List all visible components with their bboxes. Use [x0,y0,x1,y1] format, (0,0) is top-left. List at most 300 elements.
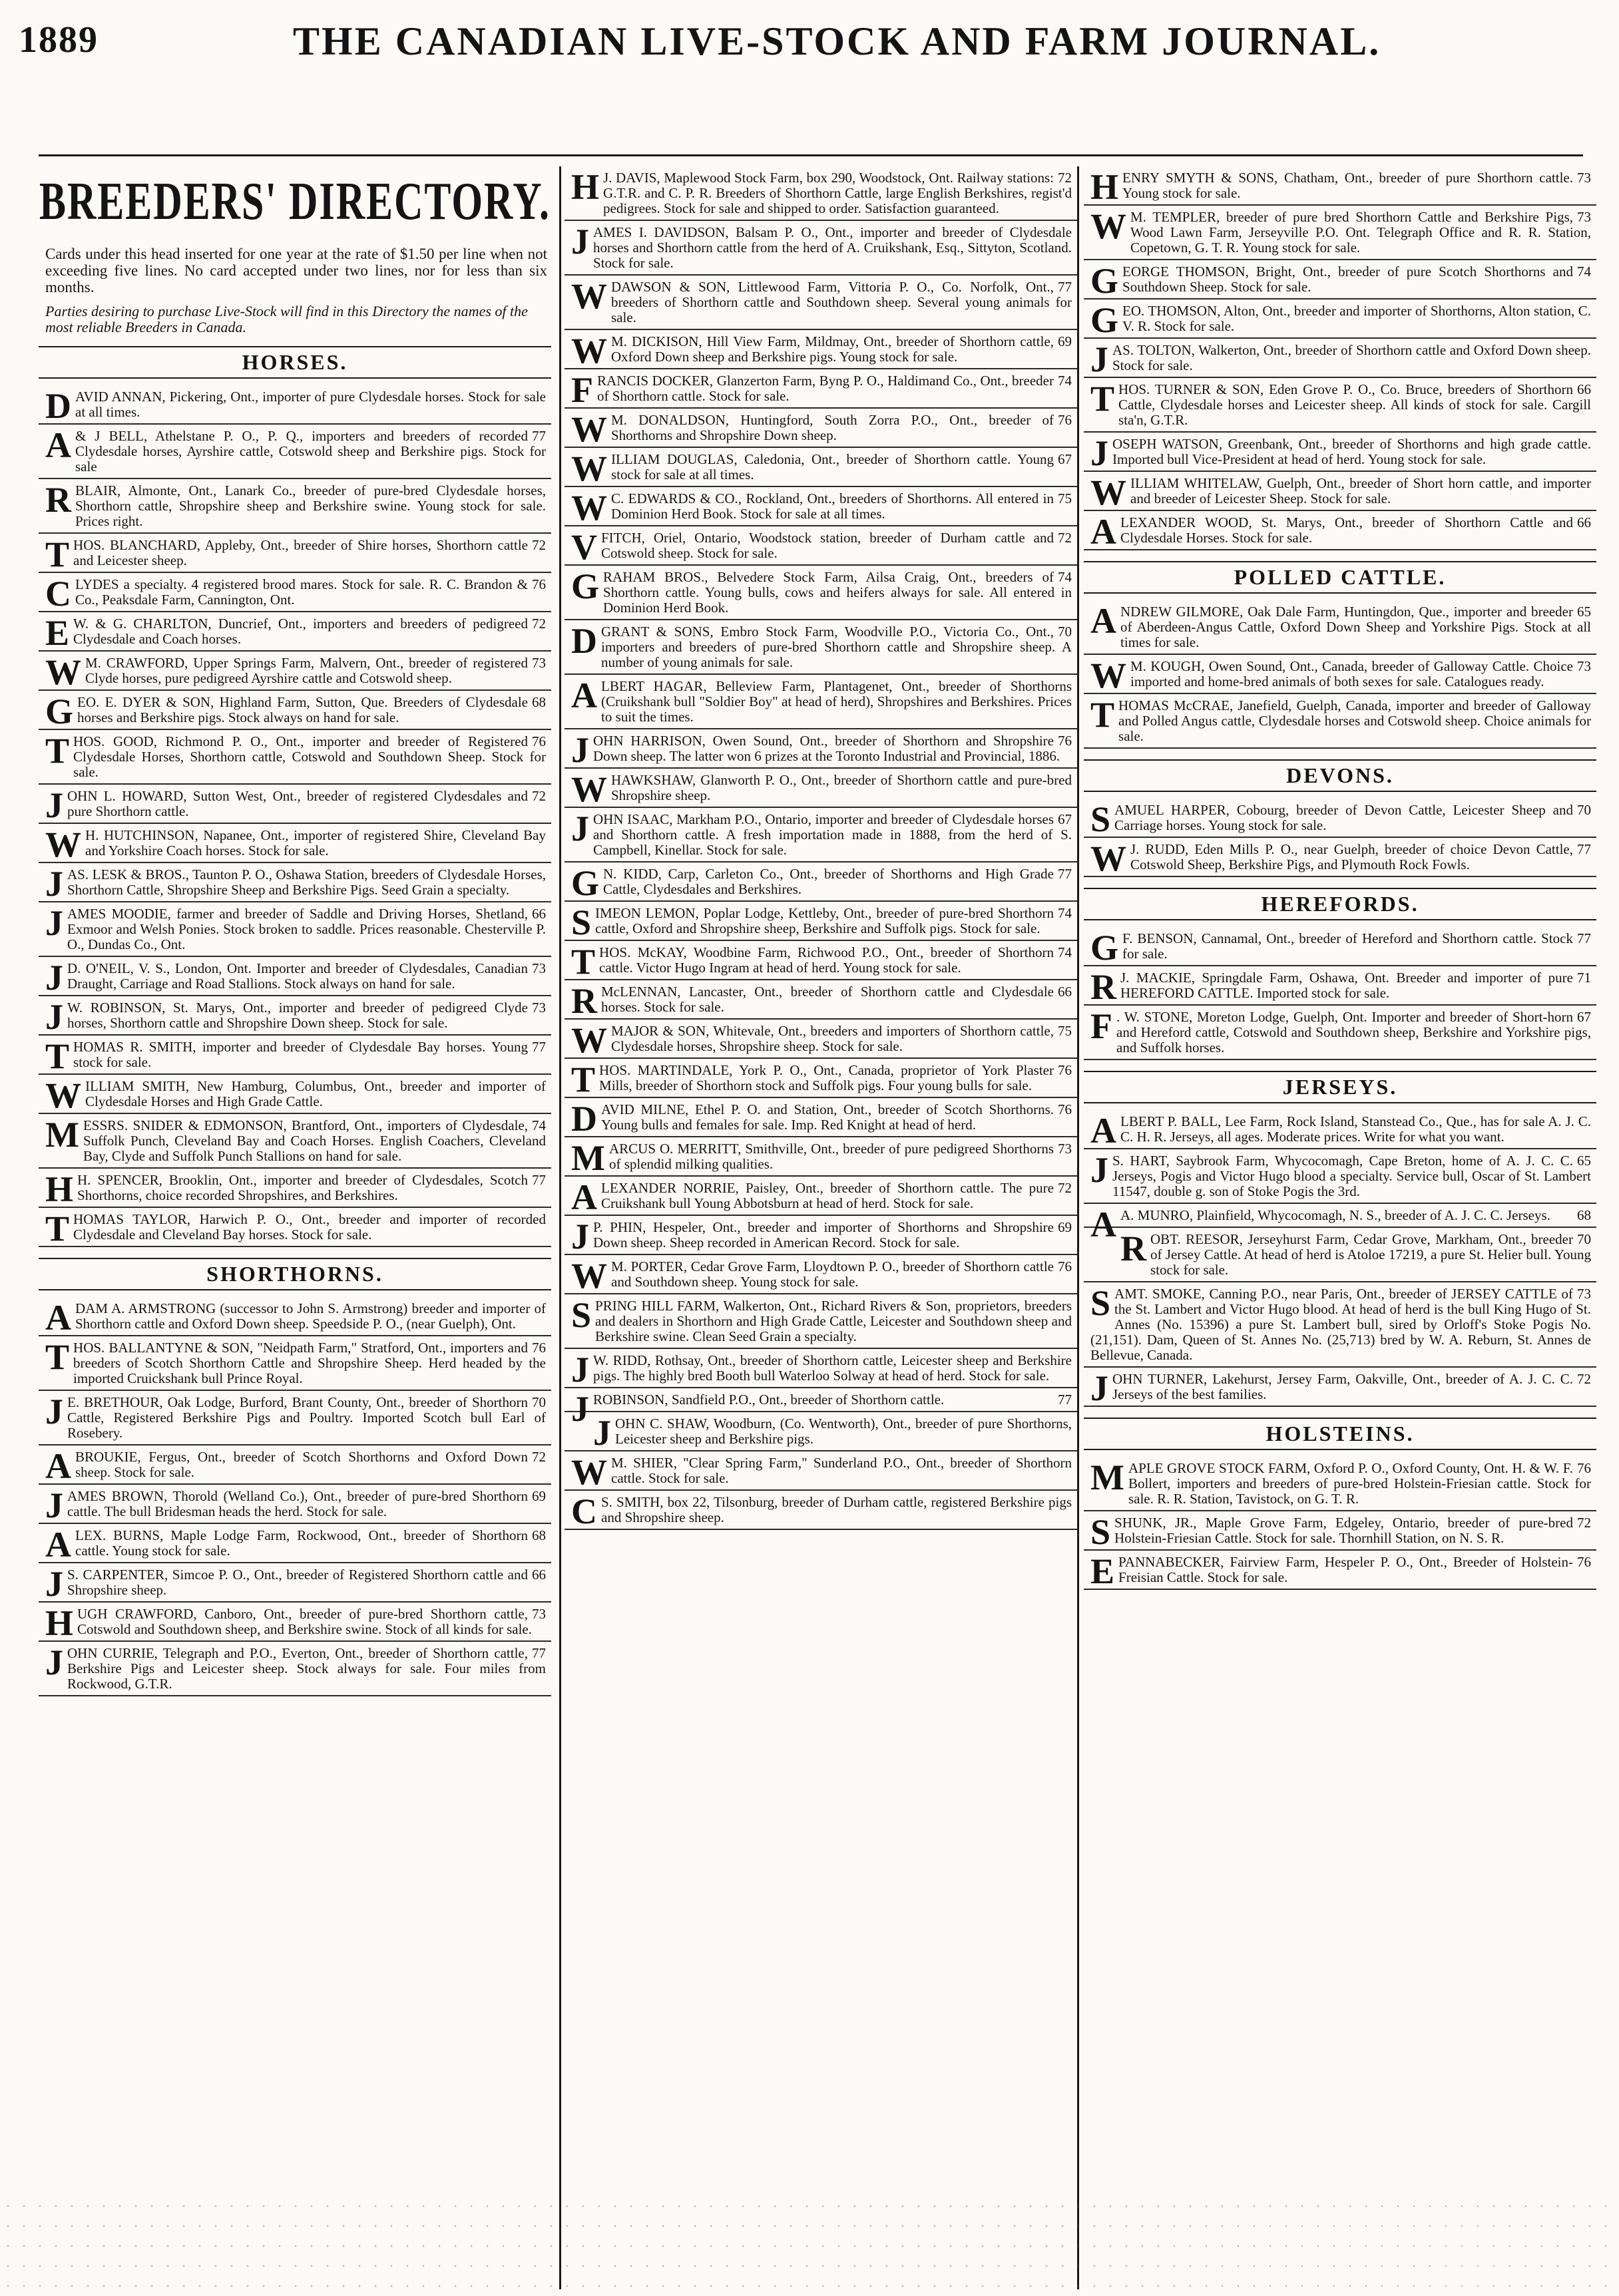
entry-text: S. SMITH, box 22, Tilsonburg, breeder of Durham cattle, registered Berkshire pigs and Shropshire sheep. [601,1494,1072,1525]
entry-number: 69 [1058,1219,1072,1235]
directory-entry [39,1603,551,1642]
entry-number: 76 [1058,412,1072,428]
directory-entry [39,957,551,996]
directory-entry [1084,260,1596,299]
column-1 [39,166,551,2296]
entry-text: BROUKIE, Fergus, Ont., breeder of Scotch Shorthorns and Oxford Down sheep. Stock for sale. [75,1449,528,1480]
entry-number: 76 [1577,1460,1591,1476]
entry-text: LBERT P. BALL, Lee Farm, Rock Island, Stanstead Co., Que., has for sale A. J. C. C. H. R. Jerseys, all ages. Moderate prices. Write for what you want. [1120,1113,1591,1145]
entry-initial: W [1090,206,1126,246]
directory-entry [39,385,551,425]
directory-entry [39,573,551,612]
entry-text: F. BENSON, Cannamal, Ont., breeder of Hereford and Shorthorn cattle. Stock for sale. [1122,930,1573,962]
entry-number: 76 [1058,1258,1072,1274]
page [27,0,1592,2196]
entry-number: 66 [532,1567,546,1583]
entry-initial: G [571,863,600,903]
entry-text: M. KOUGH, Owen Sound, Ont., Canada, breeder of Galloway Cattle. Choice imported and home-bred animals of both sexes for sale. Catalogues ready. [1130,658,1573,689]
entry-number: 77 [1058,1392,1072,1408]
directory-entry [1084,339,1596,378]
section-heading-polled-cattle: POLLED CATTLE. [1084,561,1596,594]
entry-number: 70 [1577,802,1591,818]
entry-initial: J [1090,339,1108,379]
entry-initial: A [571,675,597,715]
entry-initial: G [45,691,74,731]
entry-text: OHN TURNER, Lakehurst, Jersey Farm, Oakville, Ont., breeder of A. J. C. C. Jerseys of the best families. [1112,1371,1573,1402]
entry-initial: J [571,809,589,849]
entry-initial: W [45,825,81,864]
directory-entry [1084,433,1596,472]
directory-entry [1084,1228,1596,1282]
entry-number: 74 [1058,905,1072,921]
entry-number: 74 [532,1117,546,1133]
entry-initial: J [45,1392,63,1432]
directory-entry [565,566,1077,620]
entry-number: 73 [1577,170,1591,186]
entry-text: HOMAS R. SMITH, importer and breeder of Clydesdale Bay horses. Young stock for sale. [73,1039,528,1070]
directory-entry [565,221,1077,276]
entry-number: 73 [532,960,546,976]
entry-number: 72 [1058,170,1072,186]
entry-initial: J [1090,1368,1108,1408]
directory-entry [1084,799,1596,838]
directory-entry [39,996,551,1036]
entry-text: . W. STONE, Moreton Lodge, Guelph, Ont. Importer and breeder of Short-horn and Hereford cattle, Cotswold and Southdown sheep, Berkshire and Yorkshire pigs, and Suffolk horses. [1116,1009,1591,1055]
entry-number: 68 [532,694,546,710]
entry-text: E. BRETHOUR, Oak Lodge, Burford, Brant County, Ont., breeder of Shorthorn Cattle, Registered Berkshire Pigs and Poultry. Imported Scotch bull Earl of Rosebery. [67,1394,546,1441]
entry-initial: J [45,1564,63,1604]
devons-list [1084,799,1596,877]
entry-text: BLAIR, Almonte, Ont., Lanark Co., breeder of pure-bred Clydesdale horses, Shorthorn cattle, Shropshire sheep and Berkshire swine. Young stock for sale. Prices right. [75,482,546,529]
entry-number: 73 [1058,1141,1072,1157]
entry-text: ENRY SMYTH & SONS, Chatham, Ont., breeder of pure Shorthorn cattle. Young stock for sale. [1122,170,1573,201]
entry-number: 74 [1058,569,1072,585]
directory-entry [39,1485,551,1524]
directory-entry [565,620,1077,675]
directory-entry [39,1524,551,1563]
column-divider-2 [1077,166,1079,2289]
entry-initial: S [571,902,592,942]
entry-text: MAJOR & SON, Whitevale, Ont., breeders and importers of Shorthorn cattle, Clydesdale horses, Shropshire sheep. Stock for sale. [611,1023,1054,1054]
entry-number: 67 [1577,1009,1591,1025]
entry-text: LEXANDER WOOD, St. Marys, Ont., breeder of Shorthorn Cattle and Clydesdale Horses. Stock for sale. [1120,514,1573,546]
entry-number: 70 [532,1394,546,1410]
journal-title: THE CANADIAN LIVE-STOCK AND FARM JOURNAL. [293,19,1381,63]
entry-text: ILLIAM SMITH, New Hamburg, Columbus, Ont., breeder and importer of Clydesdale Horses and High Grade Cattle. [85,1078,546,1109]
entry-text: S. CARPENTER, Simcoe P. O., Ont., breeder of Registered Shorthorn cattle and Shropshire sheep. [67,1567,528,1598]
column-2 [565,166,1077,2296]
entry-number: 73 [1577,209,1591,225]
directory-entry [565,1491,1077,1530]
herefords-list [1084,927,1596,1060]
entry-number: 71 [1577,970,1591,986]
entry-number: 66 [1058,984,1072,1000]
entry-initial: R [571,981,597,1021]
entry-text: W. ROBINSON, St. Marys, Ont., importer and breeder of pedigreed Clyde horses, Shorthorn cattle and Shropshire Down sheep. Stock for sale. [67,1000,528,1031]
header-rule [39,154,1583,156]
print-speckle [0,2196,1619,2287]
page-year: 1889 [19,19,99,61]
directory-entry [565,1349,1077,1388]
entry-initial: A [571,1177,597,1217]
directory-entry [1084,206,1596,260]
directory-entry [39,1169,551,1208]
entry-initial: S [1090,1512,1111,1552]
directory-entry [1084,166,1596,206]
entry-initial: J [593,1413,611,1453]
entry-initial: W [571,488,607,528]
directory-entry [1084,1282,1596,1368]
entry-initial: D [571,1099,597,1139]
entry-number: 72 [1577,1515,1591,1531]
entry-text: M. PORTER, Cedar Grove Farm, Lloydtown P. O., breeder of Shorthorn cattle and Southdown sheep. Young stock for sale. [611,1258,1054,1290]
entry-initial: J [45,903,63,943]
entry-initial: M [45,1115,79,1155]
entry-text: M. CRAWFORD, Upper Springs Farm, Malvern, Ont., breeder of registered Clyde horses, pure pedigreed Ayrshire cattle and Cotswold sheep. [85,655,528,686]
entry-text: M. DICKISON, Hill View Farm, Mildmay, Ont., breeder of Shorthorn cattle, Oxford Down sheep and Berkshire pigs. Young stock for sale. [611,333,1054,365]
entry-text: M. TEMPLER, breeder of pure bred Shorthorn Cattle and Berkshire Pigs, Wood Lawn Farm, Jerseyville P.O. Ont. Telegraph Office and R. R. Station, Copetown, G. T. R. Young stock for sale. [1130,209,1591,256]
entry-text: M. SHIER, "Clear Spring Farm," Sunderland P.O., Ont., breeder of Shorthorn cattle. Stock for sale. [611,1455,1072,1486]
entry-initial: T [45,534,70,574]
entry-text: OHN C. SHAW, Woodburn, (Co. Wentworth), Ont., breeder of pure Shorthorns, Leicester sheep and Berkshire pigs. [615,1416,1072,1447]
directory-entry [39,534,551,573]
entry-initial: G [1090,928,1119,968]
entry-number: 77 [532,1645,546,1661]
entry-initial: F [571,370,593,410]
entry-initial: W [1090,473,1126,512]
entry-initial: A [45,1446,71,1486]
entry-number: 76 [532,733,546,749]
directory-entry [39,1563,551,1603]
directory-entry [1084,299,1596,339]
entry-number: 76 [1058,1101,1072,1117]
entry-number: 68 [532,1527,546,1543]
directory-entry [565,941,1077,980]
entry-number: 72 [1577,1371,1591,1387]
section-heading-shorthorns: SHORTHORNS. [39,1258,551,1290]
entry-text: LBERT HAGAR, Belleview Farm, Plantagenet, Ont., breeder of Shorthorns (Cruikshank bull "Soldier Boy" at head of herd), Shropshires and Berkshires. Prices to suit the times. [601,678,1072,725]
entry-initial: W [571,769,607,809]
entry-number: 66 [1577,381,1591,397]
directory-entry [39,824,551,863]
directory-entry [39,612,551,652]
directory-entry [1084,694,1596,749]
entry-text: ARCUS O. MERRITT, Smithville, Ont., breeder of pure pedigreed Shorthorns of splendid milking qualities. [608,1141,1054,1172]
section-heading-holsteins: HOLSTEINS. [1084,1418,1596,1450]
entry-number: 75 [1058,490,1072,506]
directory-entry [565,1059,1077,1098]
entry-initial: D [571,621,597,661]
entry-number: 65 [1577,604,1591,620]
directory-entry [39,1208,551,1247]
entry-number: 72 [1058,530,1072,546]
directory-entry [1084,1368,1596,1407]
directory-entry [1084,927,1596,966]
directory-entry [565,1388,1077,1429]
entry-number: 70 [1577,1231,1591,1247]
directory-entry [565,729,1077,769]
entry-text: HOS. MARTINDALE, York P. O., Ont., Canada, proprietor of York Plaster Mills, breeder of Shorthorn stock and Suffolk pigs. Four young bulls for sale. [599,1062,1054,1093]
entry-text: SHUNK, JR., Maple Grove Farm, Edgeley, Ontario, breeder of pure-bred Holstein-Friesian Cattle. Stock for sale. Thornhill Station, on N. S. R. [1114,1515,1573,1546]
entry-number: 72 [532,616,546,632]
entry-number: 70 [1058,624,1072,640]
entry-text: LYDES a specialty. 4 registered brood mares. Stock for sale. R. C. Brandon & Co., Peaksdale Farm, Cannington, Ont. [75,576,528,608]
entry-initial: W [1090,839,1126,878]
entry-text: FITCH, Oriel, Ontario, Woodstock station, breeder of Durham cattle and Cotswold sheep. Stock for sale. [601,530,1054,561]
entry-number: 77 [1058,279,1072,295]
entry-initial: C [45,574,71,614]
entry-text: P. PHIN, Hespeler, Ont., breeder and importer of Shorthorns and Shropshire Down sheep. Sheep recorded in American Record. Stock for sale. [593,1219,1054,1250]
entry-initial: W [45,652,81,692]
entry-initial: A [1090,1205,1116,1244]
entry-number: 73 [532,655,546,671]
shorthorns-continued-list-2 [1084,166,1596,550]
entry-number: 77 [532,428,546,444]
entry-initial: W [571,1020,607,1060]
entry-initial: W [571,449,607,488]
entry-number: 67 [1058,811,1072,827]
directory-entry [565,1451,1077,1491]
directory-entry [565,526,1077,566]
entry-initial: D [45,386,71,426]
entry-number: 77 [1577,930,1591,946]
entry-initial: H [571,167,600,207]
directory-note: Parties desiring to purchase Live-Stock will find in this Directory the names of the most reliable Breeders in Canada. [45,303,528,335]
entry-number: 77 [532,1172,546,1188]
entry-number: 73 [532,1606,546,1622]
directory-entry [39,1114,551,1169]
entry-initial: J [571,1217,589,1256]
entry-text: RANCIS DOCKER, Glanzerton Farm, Byng P. O., Haldimand Co., Ont., breeder of Shorthorn cattle. Stock for sale. [597,373,1054,404]
entry-text: M. DONALDSON, Huntingford, South Zorra P.O., Ont., breeder of Shorthorns and Shropshire Down sheep. [611,412,1054,443]
directory-entry [39,1445,551,1485]
entry-text: DAWSON & SON, Littlewood Farm, Vittoria P. O., Co. Norfolk, Ont., breeders of Shorthorn cattle and Southdown sheep. Several young animals for sale. [611,279,1072,325]
directory-entry [565,1294,1077,1349]
entry-initial: C [571,1491,597,1531]
directory-entry [565,1137,1077,1177]
directory-entry [39,479,551,534]
entry-initial: S [1090,1283,1111,1323]
directory-entry [1084,472,1596,511]
entry-text: HOMAS TAYLOR, Harwich P. O., Ont., breeder and importer of recorded Clydesdale and Cleveland Bay horses. Stock for sale. [73,1211,546,1243]
polled-cattle-list [1084,600,1596,749]
entry-text: AMES I. DAVIDSON, Balsam P. O., Ont., importer and breeder of Clydesdale horses and Shorthorn cattle from the herd of A. Cruikshank, Esq., Sittyton, Scotland. Stock for sale. [593,224,1072,271]
entry-initial: W [571,1452,607,1492]
horses-list [39,385,551,1247]
entry-initial: W [571,276,607,316]
entry-text: OHN ISAAC, Markham P.O., Ontario, importer and breeder of Clydesdale horses and Shorthorn cattle. A fresh importation made in 1888, from the herd of S. Campbell, Kinellar. Stock for sale. [593,811,1072,858]
entry-text: HOMAS McCRAE, Janefield, Guelph, Canada, importer and breeder of Galloway and Polled Angus cattle, Clydesdale horses and Cotswold sheep. Choice animals for sale. [1118,697,1591,744]
entry-initial: A [1090,512,1116,552]
entry-text: OHN L. HOWARD, Sutton West, Ont., breeder of registered Clydesdales and pure Shorthorn cattle. [67,788,528,819]
entry-initial: S [1090,799,1111,839]
directory-entry [1084,1551,1596,1590]
section-heading-herefords: HEREFORDS. [1084,888,1596,920]
entry-text: PANNABECKER, Fairview Farm, Hespeler P. O., Ont., Breeder of Holstein-Freisian Cattle. Stock for sale. [1118,1554,1573,1585]
entry-text: NDREW GILMORE, Oak Dale Farm, Huntingdon, Que., importer and breeder of Aberdeen-Angus Cattle, Oxford Down Sheep and Yorkshire Pigs. Stock at all times for sale. [1120,604,1591,650]
directory-entry [565,276,1077,330]
directory-entry [39,691,551,730]
directory-entry [565,1412,1077,1451]
entry-text: C. EDWARDS & CO., Rockland, Ont., breeders of Shorthorns. All entered in Dominion Herd Book. Stock for sale at all times. [611,490,1054,522]
entry-initial: H [1090,167,1119,207]
directory-entry [565,1098,1077,1137]
entry-initial: S [571,1295,592,1335]
holsteins-list [1084,1457,1596,1590]
entry-initial: J [45,1485,63,1525]
entry-text: W. RIDD, Rothsay, Ont., breeder of Shorthorn cattle, Leicester sheep and Berkshire pigs. The highly bred Booth bull Waterloo Solway at head of herd. Stock for sale. [593,1352,1072,1384]
entry-text: IMEON LEMON, Poplar Lodge, Kettleby, Ont., breeder of pure-bred Shorthorn cattle, Oxford and Shropshire sheep, Berkshire and Suffolk pigs. Stock for sale. [595,905,1054,936]
entry-initial: R [45,480,71,520]
entry-initial: R [1090,967,1116,1007]
entry-text: HOS. BALLANTYNE & SON, "Neidpath Farm," Stratford, Ont., importers and breeders of Scotch Shorthorn Cattle and Shropshire Sheep. Herd headed by the imported Cruickshank bull Prince Royal. [73,1340,546,1386]
entry-initial: J [571,1389,589,1429]
entry-initial: J [1090,433,1108,473]
entry-number: 74 [1058,373,1072,389]
directory-title: BREEDERS' DIRECTORY. [39,171,551,231]
entry-number: 76 [1058,1062,1072,1078]
entry-text: AVID MILNE, Ethel P. O. and Station, Ont., breeder of Scotch Shorthorns. Young bulls and females for sale. Imp. Red Knight at head of herd. [601,1101,1054,1133]
entry-number: 76 [532,576,546,592]
entry-initial: F [1090,1006,1112,1046]
entry-initial: T [45,1209,70,1248]
entry-text: J. RUDD, Eden Mills P. O., near Guelph, breeder of choice Devon Cattle, Cotswold Sheep, Berkshire Pigs, and Plymouth Rock Fowls. [1130,841,1573,872]
directory-entry [1084,600,1596,655]
entry-text: APLE GROVE STOCK FARM, Oxford P. O., Oxford County, Ont. H. & W. F. Bollert, importers and breeders of pure-bred Holstein-Friesian cattle. Stock for sale. R. R. Station, Tavistock, on G. T. R. [1128,1460,1591,1507]
entry-initial: T [45,1036,70,1076]
entry-number: 66 [532,906,546,922]
entry-initial: J [571,730,589,770]
entry-number: 74 [1058,944,1072,960]
entry-text: N. KIDD, Carp, Carleton Co., Ont., breeder of Shorthorns and High Grade Cattle, Clydesdales and Berkshires. [603,866,1054,897]
entry-initial: J [45,958,63,998]
entry-text: J. DAVIS, Maplewood Stock Farm, box 290, Woodstock, Ont. Railway stations: G.T.R. and C. P. R. Breeders of Shorthorn Cattle, large English Berkshires, regist'd pedigrees. Stock for sale and shipped to order. Satisfaction guaranteed. [603,170,1072,216]
directory-entry [565,862,1077,902]
entry-number: 73 [1577,1286,1591,1302]
entry-initial: A [45,1298,71,1338]
directory-entry [565,808,1077,862]
shorthorns-list [39,1297,551,1696]
entry-initial: A [45,425,71,465]
directory-entry [39,1075,551,1114]
entry-initial: J [45,1642,63,1682]
directory-entry [565,448,1077,487]
directory-entry [39,425,551,479]
entry-number: 69 [532,1488,546,1504]
directory-entry [1084,378,1596,433]
entry-initial: J [45,997,63,1037]
entry-initial: T [45,731,70,771]
directory-entry [565,409,1077,448]
entry-text: OHN CURRIE, Telegraph and P.O., Everton, Ont., breeder of Shorthorn cattle, Berkshire Pigs and Leicester sheep. Stock always for sale. Four miles from Rockwood, G.T.R. [67,1645,546,1692]
entry-initial: T [45,1337,70,1377]
entry-initial: A [45,1525,71,1565]
entry-initial: W [571,409,607,449]
section-heading-jerseys: JERSEYS. [1084,1071,1596,1103]
entry-number: 67 [1058,451,1072,467]
entry-text: ESSRS. SNIDER & EDMONSON, Brantford, Ont., importers of Clydesdale, Suffolk Punch, Cleveland Bay and Coach Horses. English Coachers, Cleveland Bay, Clyde and Suffolk Punch Stallions on hand for sale. [83,1117,546,1164]
entry-initial: J [1090,1150,1108,1190]
entry-number: 69 [1058,333,1072,349]
directory-entry [565,166,1077,221]
entry-number: 76 [1058,733,1072,749]
entry-initial: W [571,331,607,371]
directory-entry [1084,655,1596,694]
entry-number: 72 [532,537,546,553]
entry-initial: T [571,1059,596,1099]
entry-initial: M [1090,1457,1124,1497]
directory-entry [1084,1110,1596,1149]
directory-entry [1084,1511,1596,1551]
entry-text: ROBINSON, Sandfield P.O., Ont., breeder of Shorthorn cattle. [593,1392,945,1408]
entry-text: LEX. BURNS, Maple Lodge Farm, Rockwood, Ont., breeder of Shorthorn cattle. Young stock for sale. [75,1527,528,1559]
entry-initial: T [1090,379,1115,419]
entry-text: ILLIAM DOUGLAS, Caledonia, Ont., breeder of Shorthorn cattle. Young stock for sale at all times. [611,451,1054,482]
entry-text: J. MACKIE, Springdale Farm, Oshawa, Ont. Breeder and importer of pure HEREFORD CATTLE. Imported stock for sale. [1120,970,1573,1001]
entry-text: S. HART, Saybrook Farm, Whycocomagh, Cape Breton, home of A. J. C. C. Jerseys, Pogis and Victor Hugo blood a specialty. Service bull, Oscar of St. Lambert 11547, double g. son of Stoke Pogis the 3rd. [1112,1153,1591,1199]
entry-text: EORGE THOMSON, Bright, Ont., breeder of pure Scotch Shorthorns and Southdown Sheep. Stock for sale. [1122,264,1573,295]
directory-entry [565,487,1077,526]
entry-text: H. SPENCER, Brooklin, Ont., importer and breeder of Clydesdales, Scotch Shorthorns, choice recorded Shropshires, and Berkshires. [77,1172,528,1203]
entry-text: AS. TOLTON, Walkerton, Ont., breeder of Shorthorn cattle and Oxford Down sheep. Stock for sale. [1112,342,1591,373]
entry-text: OBT. REESOR, Jerseyhurst Farm, Cedar Grove, Markham, Ont., breeder of Jersey Cattle. At head of herd is Atoloe 17219, a pure St. Helier bull. Young stock for sale. [1150,1231,1591,1278]
entry-text: ILLIAM WHITELAW, Guelph, Ont., breeder of Short horn cattle, and importer and breeder of Leicester Sheep. Stock for sale. [1130,475,1591,506]
entry-text: & J BELL, Athelstane P. O., P. Q., importers and breeders of recorded Clydesdale horses, Ayrshire cattle, Cotswold sheep and Berkshire pigs. Stock for sale [75,428,546,475]
directory-entry [39,1642,551,1696]
entry-number: 68 [1577,1207,1591,1223]
entry-text: LEXANDER NORRIE, Paisley, Ont., breeder of Shorthorn cattle. The pure Cruikshank bull Young Abbotsburn at head of herd. Stock for sale. [601,1180,1054,1211]
entry-number: 73 [532,1000,546,1016]
entry-number: 65 [1577,1153,1591,1169]
entry-initial: J [571,222,589,262]
directory-entry [565,1216,1077,1255]
entry-text: AS. LESK & BROS., Taunton P. O., Oshawa Station, breeders of Clydesdale Horses, Shorthorn Cattle, Shropshire Sheep and Berkshire Pigs. Seed Grain a specialty. [67,866,546,898]
entry-initial: J [45,864,63,904]
entry-number: 73 [1577,658,1591,674]
directory-entry [39,1036,551,1075]
entry-number: 72 [532,788,546,804]
directory-entry [565,980,1077,1020]
entry-text: HOS. BLANCHARD, Appleby, Ont., breeder of Shire horses, Shorthorn cattle and Leicester sheep. [73,537,528,568]
entry-text: OHN HARRISON, Owen Sound, Ont., breeder of Shorthorn and Shropshire Down sheep. The latter won 6 prizes at the Toronto Industrial and Provincial, 1886. [593,733,1060,764]
entry-initial: W [45,1075,81,1115]
entry-text: AMES BROWN, Thorold (Welland Co.), Ont., breeder of pure-bred Shorthorn cattle. The bull Bridesman heads the herd. Stock for sale. [67,1488,528,1519]
entry-text: AMUEL HARPER, Cobourg, breeder of Devon Cattle, Leicester Sheep and Carriage horses. Young stock for sale. [1114,802,1573,833]
entry-initial: H [45,1169,74,1209]
entry-text: A. MUNRO, Plainfield, Whycocomagh, N. S., breeder of A. J. C. C. Jerseys. [1120,1207,1550,1223]
jerseys-list [1084,1110,1596,1407]
directory-entry [565,902,1077,941]
directory-entry [1084,1149,1596,1204]
entry-text: UGH CRAWFORD, Canboro, Ont., breeder of pure-bred Shorthorn cattle, Cotswold and Southdown sheep, and Berkshire swine. Stock of all kinds for sale. [77,1606,533,1637]
entry-initial: W [1090,656,1126,695]
directory-entry [565,769,1077,808]
entry-initial: J [571,1350,589,1390]
entry-text: McLENNAN, Lancaster, Ont., breeder of Shorthorn cattle and Clydesdale horses. Stock for sale. [601,984,1054,1015]
entry-number: 74 [1577,264,1591,280]
entry-number: 77 [532,1039,546,1055]
entry-number: 72 [532,1449,546,1465]
entry-text: D. O'NEIL, V. S., London, Ont. Importer and breeder of Clydesdales, Canadian Draught, Carriage and Road Stallions. Stock always on hand for sale. [67,960,528,992]
entry-text: EO. E. DYER & SON, Highland Farm, Sutton, Que. Breeders of Clydesdale horses and Berkshire pigs. Stock always on hand for sale. [77,694,528,725]
directory-entry [1084,1006,1596,1060]
entry-number: 76 [532,1340,546,1356]
entry-text: HOS. GOOD, Richmond P. O., Ont., importer and breeder of Registered Clydesdale Horses, Shorthorn cattle, Cotswold and Southdown Sheep. Stock for sale. [73,733,546,780]
directory-entry [1084,1457,1596,1511]
entry-text: OSEPH WATSON, Greenbank, Ont., breeder of Shorthorns and high grade cattle. Imported bull Vice-President at head of herd. Young stock for sale. [1112,436,1591,467]
directory-entry [565,1020,1077,1059]
directory-entry [565,1255,1077,1294]
